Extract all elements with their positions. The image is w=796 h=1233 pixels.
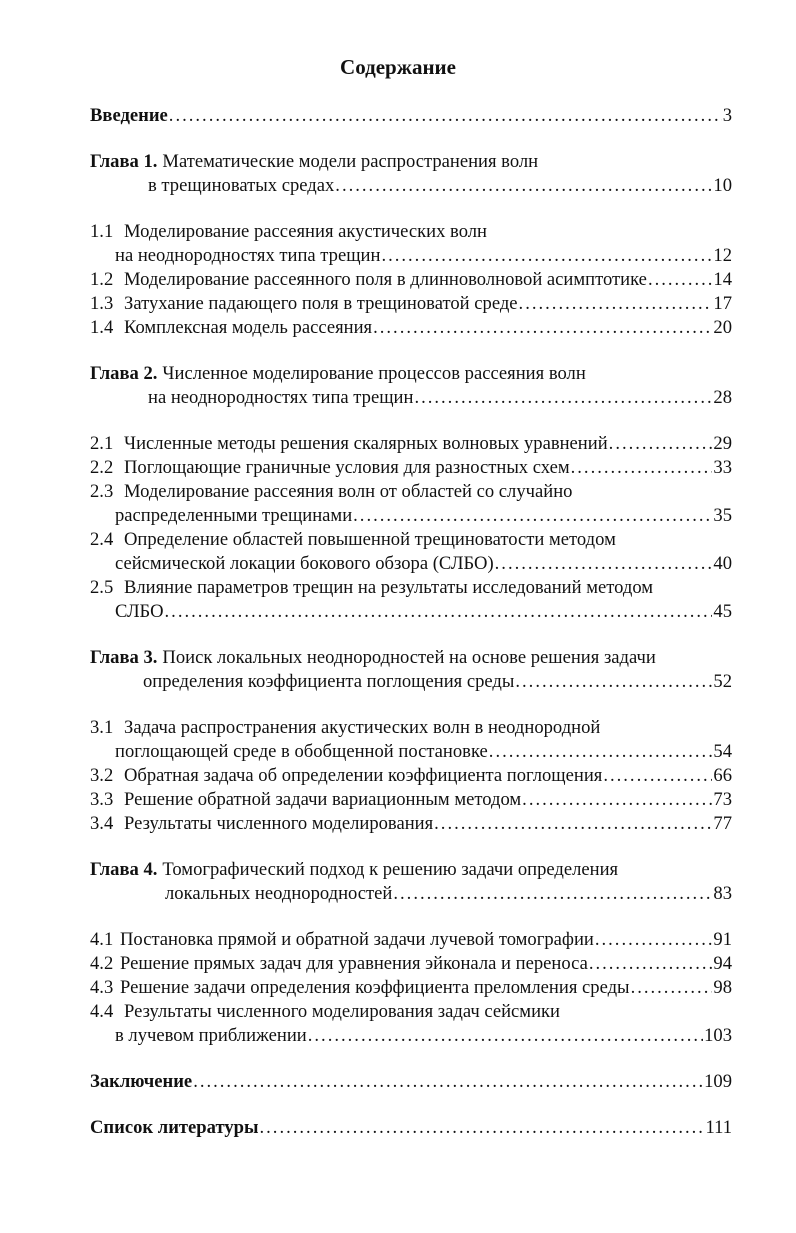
toc-group	[90, 928, 732, 1048]
toc-line	[90, 812, 732, 836]
page-number: 91	[713, 929, 732, 950]
toc-line	[90, 268, 732, 292]
toc-line	[90, 362, 732, 386]
entry-title: Заключение	[90, 1071, 193, 1092]
page-number: 73	[713, 789, 732, 810]
dot-leader	[373, 316, 712, 340]
toc-line	[90, 882, 732, 906]
dot-leader	[495, 552, 713, 576]
section-number: 4.4	[90, 1001, 114, 1022]
entry-title: Моделирование рассеяния волн от областей со случайно	[124, 481, 573, 502]
toc-entry[interactable]	[90, 528, 732, 576]
section-number: 4.1	[90, 929, 114, 950]
toc-entry[interactable]	[90, 952, 732, 976]
entry-title: Введение	[90, 105, 168, 126]
section-number: 3.2	[90, 765, 114, 786]
dot-leader	[434, 812, 712, 836]
page-number: 20	[713, 317, 732, 338]
entry-title: СЛБО	[115, 601, 164, 622]
section-number: 1.1	[90, 221, 114, 242]
toc-entry[interactable]	[90, 1000, 732, 1048]
toc-line	[90, 976, 732, 1000]
entry-title: Постановка прямой и обратной задачи лучевой томографии	[120, 929, 594, 950]
toc-group	[90, 362, 732, 410]
toc-line	[90, 1024, 732, 1048]
entry-title: Поглощающие граничные условия для разностных схем	[124, 457, 570, 478]
toc-entry[interactable]	[90, 716, 732, 764]
toc-group	[90, 432, 732, 624]
toc-line	[90, 670, 732, 694]
page-number: 12	[713, 245, 732, 266]
toc-line	[90, 292, 732, 316]
dot-leader	[193, 1070, 703, 1094]
entry-title: определения коэффициента поглощения среды	[143, 671, 515, 692]
page-number: 14	[713, 269, 732, 290]
dot-leader	[515, 670, 712, 694]
toc-entry[interactable]	[90, 764, 732, 788]
page-number: 10	[713, 175, 732, 196]
toc-entry[interactable]	[90, 268, 732, 292]
toc-line	[90, 150, 732, 174]
page-number: 98	[713, 977, 732, 998]
toc-line	[90, 528, 732, 552]
entry-title: Моделирование рассеяния акустических волн	[124, 221, 487, 242]
entry-title: на неоднородностях типа трещин	[115, 245, 381, 266]
dot-leader	[381, 244, 712, 268]
entry-title: Определение областей повышенной трещиноватости методом	[124, 529, 616, 550]
dot-leader	[648, 268, 712, 292]
entry-title: Поиск локальных неоднородностей на основе решения задачи	[162, 647, 656, 668]
entry-title: в трещиноватых средах	[148, 175, 335, 196]
page-number: 103	[704, 1025, 732, 1046]
table-of-contents	[90, 104, 732, 1162]
section-number: 1.4	[90, 317, 114, 338]
entry-title: Затухание падающего поля в трещиноватой среде	[124, 293, 518, 314]
toc-group	[90, 716, 732, 836]
chapter-label: Глава 2.	[90, 363, 158, 384]
dot-leader	[603, 764, 712, 788]
toc-entry[interactable]	[90, 316, 732, 340]
toc-group	[90, 1116, 732, 1140]
toc-line	[90, 1116, 732, 1140]
dot-leader	[595, 928, 713, 952]
toc-line	[90, 764, 732, 788]
toc-line	[90, 456, 732, 480]
toc-line	[90, 244, 732, 268]
toc-line	[90, 104, 732, 128]
toc-entry[interactable]	[90, 576, 732, 624]
entry-title: Численное моделирование процессов рассеяния волн	[162, 363, 586, 384]
toc-line	[90, 788, 732, 812]
dot-leader	[519, 292, 713, 316]
toc-line	[90, 1000, 732, 1024]
dot-leader	[260, 1116, 705, 1140]
section-number: 1.3	[90, 293, 114, 314]
dot-leader	[393, 882, 712, 906]
dot-leader	[335, 174, 712, 198]
toc-entry[interactable]	[90, 456, 732, 480]
entry-title: Список литературы	[90, 1117, 259, 1138]
toc-group	[90, 220, 732, 340]
toc-entry[interactable]	[90, 362, 732, 410]
entry-title: распределенными трещинами	[115, 505, 353, 526]
entry-title: Решение прямых задач для уравнения эйконала и переноса	[120, 953, 588, 974]
page-number: 28	[713, 387, 732, 408]
page-title: Содержание	[340, 55, 456, 79]
section-number: 3.4	[90, 813, 114, 834]
toc-entry[interactable]	[90, 976, 732, 1000]
page-number: 77	[713, 813, 732, 834]
chapter-label: Глава 4.	[90, 859, 158, 880]
entry-title: на неоднородностях типа трещин	[148, 387, 414, 408]
dot-leader	[169, 104, 722, 128]
toc-line	[90, 576, 732, 600]
toc-line	[90, 952, 732, 976]
entry-title: Решение обратной задачи вариационным методом	[124, 789, 522, 810]
dot-leader	[165, 600, 713, 624]
section-number: 4.2	[90, 953, 114, 974]
section-number: 4.3	[90, 977, 114, 998]
entry-title: Комплексная модель рассеяния	[124, 317, 373, 338]
entry-title: Численные методы решения скалярных волновых уравнений	[124, 433, 608, 454]
toc-entry[interactable]	[90, 220, 732, 268]
toc-line	[90, 928, 732, 952]
page-number: 33	[713, 457, 732, 478]
toc-entry[interactable]	[90, 292, 732, 316]
dot-leader	[522, 788, 712, 812]
dot-leader	[308, 1024, 703, 1048]
toc-entry[interactable]	[90, 480, 732, 528]
dot-leader	[609, 432, 713, 456]
toc-group	[90, 1070, 732, 1094]
toc-group	[90, 858, 732, 906]
toc-line	[90, 740, 732, 764]
toc-line	[90, 1070, 732, 1094]
section-number: 2.5	[90, 577, 114, 598]
toc-line	[90, 504, 732, 528]
page-number: 94	[713, 953, 732, 974]
entry-title: Обратная задача об определении коэффициента поглощения	[124, 765, 603, 786]
toc-line	[90, 386, 732, 410]
section-number: 2.4	[90, 529, 114, 550]
chapter-label: Глава 1.	[90, 151, 158, 172]
toc-line	[90, 174, 732, 198]
toc-line	[90, 552, 732, 576]
section-number: 2.2	[90, 457, 114, 478]
dot-leader	[414, 386, 712, 410]
page-number: 35	[713, 505, 732, 526]
toc-entry[interactable]	[90, 646, 732, 694]
entry-title: Томографический подход к решению задачи определения	[162, 859, 619, 880]
section-number: 3.1	[90, 717, 114, 738]
page-number: 17	[713, 293, 732, 314]
section-number: 3.3	[90, 789, 114, 810]
entry-title: Решение задачи определения коэффициента преломления среды	[120, 977, 630, 998]
entry-title: Влияние параметров трещин на результаты исследований методом	[124, 577, 654, 598]
entry-title: сейсмической локации бокового обзора (СЛБО)	[115, 553, 494, 574]
toc-entry[interactable]	[90, 788, 732, 812]
toc-entry[interactable]	[90, 1070, 732, 1094]
dot-leader	[589, 952, 713, 976]
page-number: 109	[704, 1071, 732, 1092]
toc-line	[90, 432, 732, 456]
entry-title: Математические модели распространения волн	[162, 151, 539, 172]
section-number: 2.1	[90, 433, 114, 454]
page-number: 52	[713, 671, 732, 692]
entry-title: локальных неоднородностей	[165, 883, 393, 904]
dot-leader	[631, 976, 713, 1000]
toc-entry[interactable]	[90, 432, 732, 456]
toc-group	[90, 150, 732, 198]
toc-entry[interactable]	[90, 104, 732, 128]
entry-title: Результаты численного моделирования задач сейсмики	[124, 1001, 560, 1022]
toc-line	[90, 220, 732, 244]
entry-title: поглощающей среде в обобщенной постановке	[115, 741, 488, 762]
page-number: 111	[705, 1117, 732, 1138]
toc-entry[interactable]	[90, 858, 732, 906]
toc-line	[90, 600, 732, 624]
toc-line	[90, 858, 732, 882]
entry-title: в лучевом приближении	[115, 1025, 307, 1046]
section-number: 1.2	[90, 269, 114, 290]
toc-entry[interactable]	[90, 812, 732, 836]
page-number: 66	[713, 765, 732, 786]
page-number: 40	[713, 553, 732, 574]
toc-entry[interactable]	[90, 1116, 732, 1140]
toc-group	[90, 646, 732, 694]
toc-line	[90, 716, 732, 740]
section-number: 2.3	[90, 481, 114, 502]
dot-leader	[353, 504, 712, 528]
page-number: 54	[713, 741, 732, 762]
toc-entry[interactable]	[90, 928, 732, 952]
page-number: 45	[713, 601, 732, 622]
entry-title: Моделирование рассеянного поля в длинноволновой асимптотике	[124, 269, 647, 290]
toc-line	[90, 480, 732, 504]
chapter-label: Глава 3.	[90, 647, 158, 668]
entry-title: Результаты численного моделирования	[124, 813, 434, 834]
toc-group	[90, 104, 732, 128]
toc-line	[90, 316, 732, 340]
page-number: 3	[722, 105, 732, 126]
toc-entry[interactable]	[90, 150, 732, 198]
page-number: 29	[713, 433, 732, 454]
dot-leader	[571, 456, 713, 480]
toc-line	[90, 646, 732, 670]
page-number: 83	[713, 883, 732, 904]
dot-leader	[489, 740, 713, 764]
entry-title: Задача распространения акустических волн в неоднородной	[124, 717, 601, 738]
